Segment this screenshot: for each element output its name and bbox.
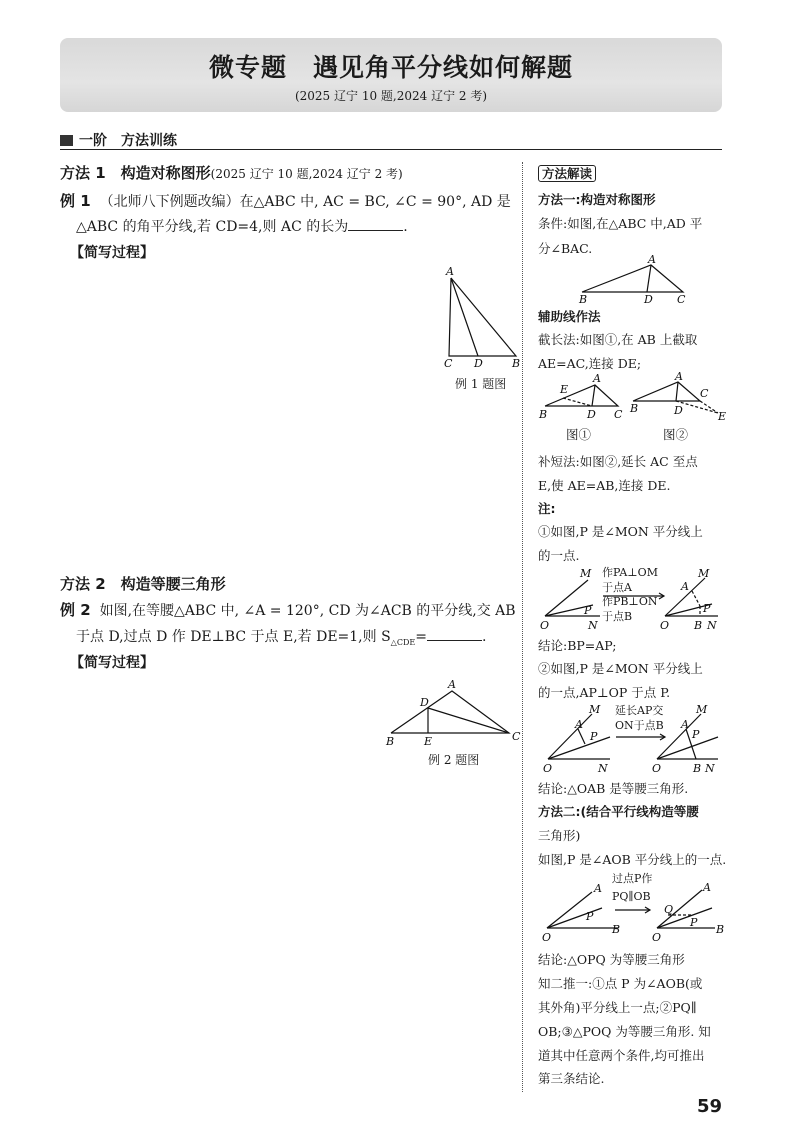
svg-text:C: C (677, 293, 686, 306)
svg-text:M: M (580, 567, 592, 580)
svg-text:O: O (660, 619, 670, 632)
svg-text:B: B (579, 293, 588, 306)
svg-text:A: A (681, 718, 689, 731)
svg-text:A: A (648, 253, 656, 266)
svg-text:N: N (707, 619, 717, 632)
svg-text:P: P (692, 728, 700, 741)
svg-text:E: E (718, 410, 727, 423)
sidebar-line: 条件:如图,在△ABC 中,AD 平 (538, 216, 703, 231)
sidebar-line: 方法二:(结合平行线构造等腰 (538, 804, 699, 819)
svg-text:M: M (698, 567, 710, 580)
svg-text:M: M (589, 703, 601, 716)
svg-text:A: A (675, 370, 683, 383)
sidebar-line: OB;③△POQ 为等腰三角形. 知 (538, 1024, 711, 1039)
svg-text:P: P (584, 604, 592, 617)
svg-text:D: D (587, 408, 596, 421)
sidebar-line: 结论:△OAB 是等腰三角形. (538, 781, 689, 796)
point-c: C (512, 730, 521, 743)
example2-line2: 于点 D,过点 D 作 DE⊥BC 于点 E,若 DE=1,则 $S_{\triangle CDE}=$ . (76, 629, 487, 647)
svg-text:A: A (575, 718, 583, 731)
sidebar-line: 分∠BAC. (538, 241, 593, 256)
svg-text:O: O (540, 619, 550, 632)
sidebar-line: AE=AC,连接 DE; (538, 356, 642, 371)
svg-text:B: B (716, 923, 725, 936)
arrow1-text: 作PA⊥OM 于点A 作PB⊥ON 于点B (602, 566, 658, 623)
sidebar-line: 的一点. (538, 548, 580, 563)
page-number: 59 (697, 1096, 723, 1117)
svg-text:C: C (700, 387, 709, 400)
sidebar-line: 结论:BP=AP; (538, 638, 617, 653)
sidebar-line: 的一点,AP⊥OP 于点 P. (538, 685, 671, 700)
svg-text:P: P (586, 910, 594, 923)
svg-text:O: O (543, 762, 553, 775)
svg-text:O: O (652, 931, 662, 944)
sidebar-line: 第三条结论. (538, 1071, 605, 1086)
fig2-label: 图② (663, 427, 689, 442)
sidebar-line: ②如图,P 是∠MON 平分线上 (538, 661, 703, 676)
svg-text:E: E (560, 383, 569, 396)
svg-text:O: O (542, 931, 552, 944)
fig1-label: 图① (566, 427, 592, 442)
sidebar-line: 道其中任意两个条件,均可推出 (538, 1048, 705, 1063)
svg-text:B: B (539, 408, 548, 421)
svg-text:P: P (590, 730, 598, 743)
svg-text:A: A (594, 882, 602, 895)
point-c: C (444, 357, 453, 370)
sidebar-line: 结论:△OPQ 为等腰三角形 (538, 952, 685, 967)
point-d: D (474, 357, 483, 370)
sidebar-line: 注: (538, 501, 556, 516)
svg-text:N: N (598, 762, 608, 775)
point-d: D (420, 696, 429, 709)
sidebar-line: 三角形) (538, 828, 581, 843)
example2-process: 【简写过程】 (70, 655, 154, 671)
example2-line1: 例 2 如图,在等腰△ABC 中, ∠A = 120°, CD 为∠ACB 的平分线,交 AB (60, 601, 516, 619)
svg-text:N: N (588, 619, 598, 632)
sidebar-line: 方法一:构造对称图形 (538, 192, 656, 207)
sidebar-line: 知二推一:①点 P 为∠AOB(或 (538, 976, 703, 991)
sidebar-line: 如图,P 是∠AOB 平分线上的一点. (538, 852, 727, 867)
sidebar-tag: 方法解读 (538, 164, 596, 182)
svg-text:P: P (690, 916, 698, 929)
point-e: E (424, 735, 433, 748)
svg-text:B: B (693, 762, 702, 775)
svg-text:A: A (703, 881, 711, 894)
section-label: 一阶 方法训练 (79, 133, 177, 149)
sidebar-line: ①如图,P 是∠MON 平分线上 (538, 524, 703, 539)
svg-text:A: A (593, 372, 601, 385)
example1-line1: 例 1 （北师八下例题改编）在△ABC 中, AC = BC, ∠C = 90°, AD 是 (60, 192, 511, 210)
page-subtitle: (2025 辽宁 10 题,2024 辽宁 2 考) (294, 89, 488, 103)
svg-text:O: O (652, 762, 662, 775)
sidebar-line: 补短法:如图②,延长 AC 至点 (538, 454, 698, 469)
svg-text:B: B (694, 619, 703, 632)
example1-caption: 例 1 题图 (455, 377, 507, 391)
example1-line2: △ABC 的角平分线,若 CD=4,则 AC 的长为 . (76, 219, 408, 235)
sidebar-line: 辅助线作法 (538, 309, 601, 324)
svg-text:C: C (614, 408, 623, 421)
example1-process: 【简写过程】 (70, 245, 154, 261)
svg-text:A: A (681, 580, 689, 593)
arrow2-text: 延长AP交 ON于点B (615, 704, 664, 732)
svg-text:M: M (696, 703, 708, 716)
page-title: 微专题 遇见角平分线如何解题 (208, 53, 573, 82)
svg-text:P: P (703, 602, 711, 615)
svg-text:B: B (612, 923, 621, 936)
svg-text:D: D (674, 404, 683, 417)
sidebar-line: E,使 AE=AB,连接 DE. (538, 478, 671, 493)
method1-heading: 方法 1 构造对称图形(2025 辽宁 10 题,2024 辽宁 2 考) (60, 164, 403, 182)
svg-text:D: D (644, 293, 653, 306)
svg-text:N: N (705, 762, 715, 775)
arrow3-text: 过点P作 PQ∥OB (612, 872, 653, 903)
point-a: A (446, 265, 454, 278)
point-b: B (386, 735, 395, 748)
svg-text:B: B (630, 402, 639, 415)
svg-text:Q: Q (664, 903, 674, 916)
method2-heading: 方法 2 构造等腰三角形 (60, 575, 226, 593)
point-b: B (512, 357, 521, 370)
point-a: A (448, 678, 456, 691)
example2-caption: 例 2 题图 (428, 753, 480, 767)
sidebar-line: 其外角)平分线上一点;②PQ∥ (538, 1000, 697, 1015)
sidebar-line: 截长法:如图①,在 AB 上截取 (538, 332, 698, 347)
